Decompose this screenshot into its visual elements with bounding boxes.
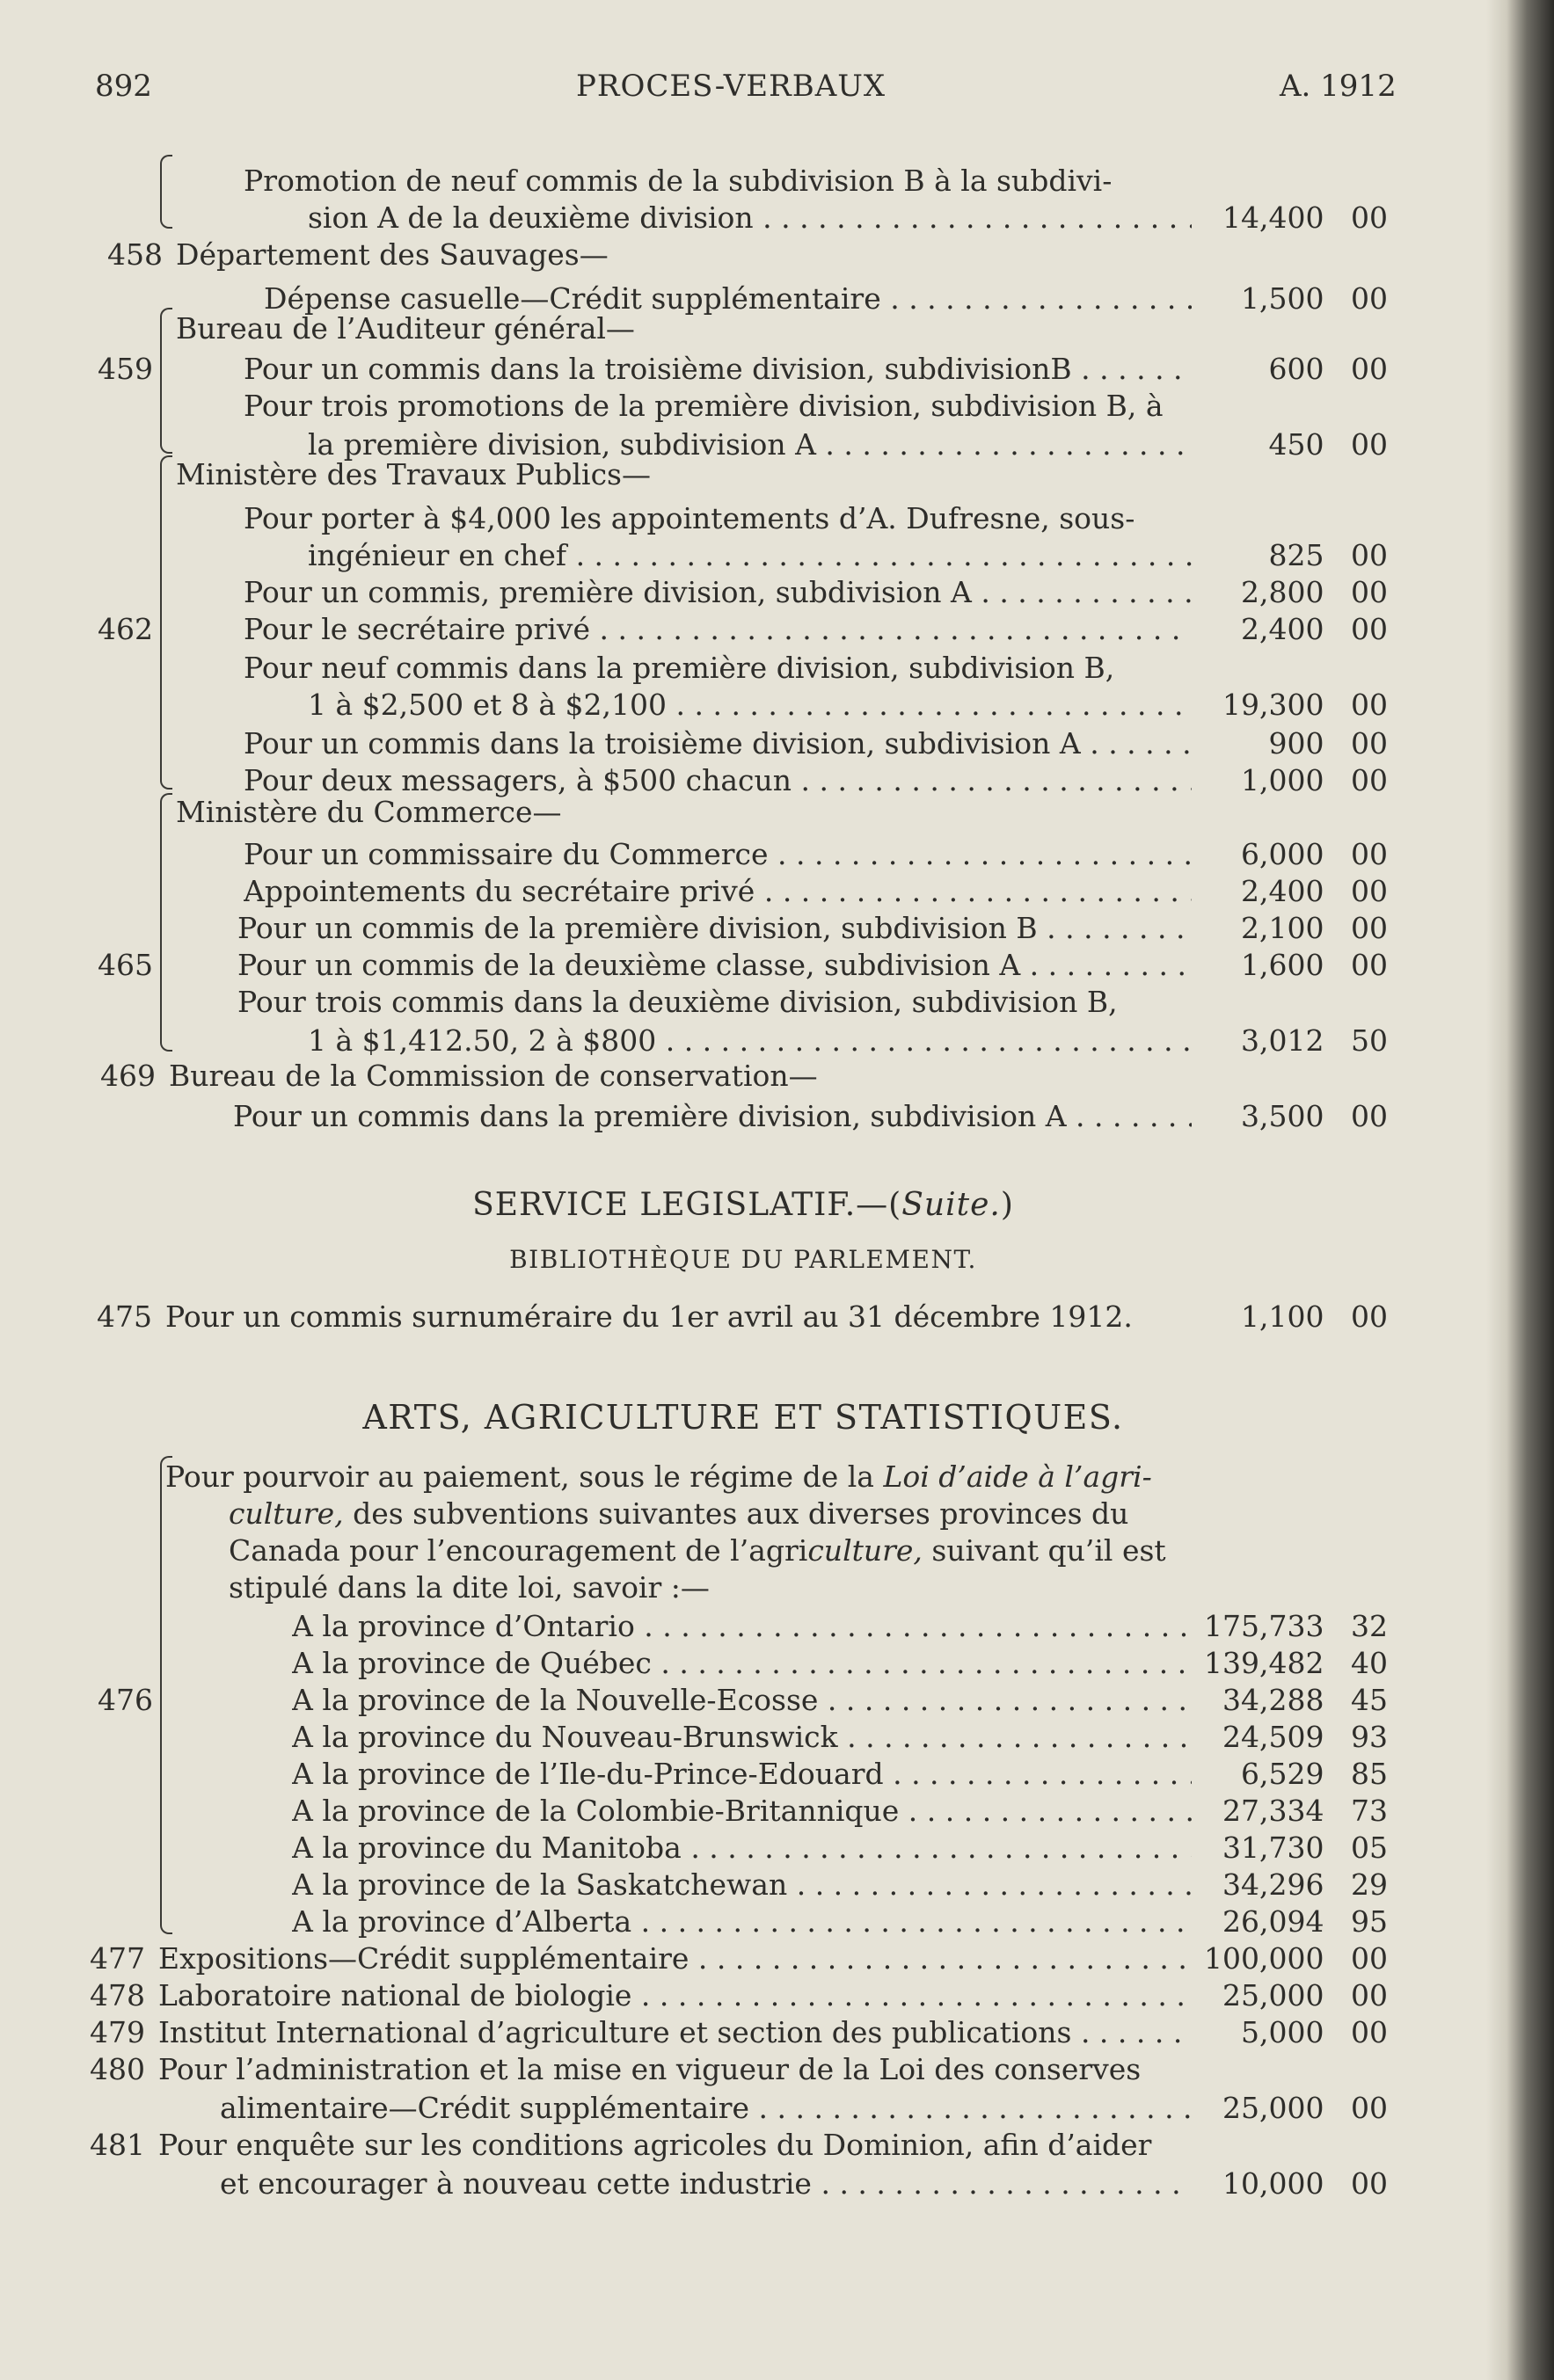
ledger-line: [0, 575, 1486, 610]
amount-cents: 00: [1351, 911, 1388, 945]
item-description: [292, 1867, 1192, 1902]
item-brace: [160, 308, 172, 454]
item-description: [176, 795, 1196, 829]
ledger-line: [0, 2015, 1486, 2050]
brace-item-number: 459: [98, 352, 153, 386]
item-amount: 1,100 00: [1241, 1299, 1388, 1334]
ledger-line: [0, 389, 1486, 424]
item-description: [244, 501, 1196, 535]
item-description: [158, 1978, 1192, 2012]
item-number: 478: [90, 1978, 145, 2012]
ledger-line: [0, 1059, 1486, 1094]
item-text: A la province de la Colombie-Britannique . . .: [292, 1794, 1192, 1828]
ledger-line: [0, 911, 1486, 946]
ledger-line: [0, 1570, 1486, 1605]
ledger-line: [0, 1867, 1486, 1903]
amount-cents: 00: [1351, 726, 1388, 761]
amount-cents: 00: [1351, 2166, 1388, 2201]
brace-item-number: 465: [98, 948, 153, 982]
item-description: [244, 651, 1196, 685]
item-number: 469: [100, 1059, 156, 1093]
item-description: [176, 311, 1196, 346]
item-text: ingénieur en chef . . .: [308, 538, 1192, 572]
item-amount: 175,733 32: [1204, 1609, 1388, 1643]
item-amount: 5,000 00: [1241, 2015, 1388, 2049]
page-number: 892: [95, 69, 152, 104]
item-brace: [160, 1456, 172, 1934]
item-description: [308, 538, 1192, 572]
item-description: [158, 2015, 1192, 2049]
ledger-line: [0, 1646, 1486, 1681]
item-text: Ministère du Commerce—: [176, 795, 562, 829]
amount-cents: 00: [1351, 538, 1388, 572]
section-heading: ARTS, AGRICULTURE ET STATISTIQUES.: [362, 1398, 1124, 1437]
item-description: [244, 389, 1196, 423]
item-description: [220, 2166, 1192, 2201]
amount-cents: 00: [1351, 763, 1388, 797]
item-text: 1 à $1,412.50, 2 à $800 . . .: [308, 1023, 1192, 1058]
item-amount: 10,000 00: [1222, 2166, 1388, 2201]
item-text: Bureau de l’Auditeur général—: [176, 311, 635, 346]
item-number: 481: [90, 2128, 145, 2162]
ledger-line: [0, 2052, 1486, 2087]
item-text: Pour neuf commis dans la première division, subdivision B,: [244, 651, 1115, 685]
item-description: [244, 874, 1192, 908]
item-text: Pour enquête sur les conditions agricoles du Dominion, afin d’aider: [158, 2128, 1152, 2162]
amount-cents: 00: [1351, 1099, 1388, 1133]
item-description: [292, 1757, 1192, 1791]
item-number: 475: [97, 1299, 152, 1334]
item-text: A la province d’Alberta . . .: [292, 1904, 1192, 1939]
item-text: stipulé dans la dite loi, savoir :—: [229, 1570, 710, 1605]
ledger-line: [0, 311, 1486, 346]
item-text: Pour un commis de la deuxième classe, subdivision A . . .: [237, 948, 1192, 982]
item-amount: 27,334 73: [1222, 1794, 1388, 1828]
ledger-line: [0, 1459, 1486, 1495]
item-text: A la province de Québec . . .: [292, 1646, 1192, 1680]
item-text: Ministère des Travaux Publics—: [176, 457, 651, 491]
item-text: Institut International d’agriculture et section des publications . . .: [158, 2015, 1192, 2049]
ledger-line: [0, 1099, 1486, 1134]
item-text: A la province de l’Ile-du-Prince-Edouard . . .: [292, 1757, 1192, 1791]
item-amount: 26,094 95: [1222, 1904, 1388, 1939]
ledger-line: [0, 2128, 1486, 2163]
ledger-line: [0, 352, 1486, 387]
item-text: Promotion de neuf commis de la subdivision B à la subdivi-: [244, 164, 1113, 198]
item-brace: [160, 455, 172, 790]
section-heading: SERVICE LEGISLATIF.—(Suite.): [472, 1187, 1014, 1223]
amount-cents: 00: [1351, 948, 1388, 982]
ledger-line: [0, 200, 1486, 236]
item-amount: 1,000 00: [1241, 763, 1388, 797]
amount-cents: 00: [1351, 575, 1388, 609]
item-text: Pour un commis, première division, subdivision A . . .: [244, 575, 1192, 609]
item-description: [292, 1720, 1192, 1754]
item-text: 1 à $2,500 et 8 à $2,100 . . .: [308, 688, 1192, 722]
item-description: [244, 726, 1192, 761]
item-amount: 25,000 00: [1222, 1978, 1388, 2012]
item-description: [158, 2052, 1196, 2086]
ledger-line: [0, 1023, 1486, 1059]
ledger-line: [0, 1299, 1486, 1335]
item-text: culture, des subventions suivantes aux diverses provinces du: [229, 1496, 1129, 1531]
item-amount: 450 00: [1268, 427, 1388, 462]
item-text: A la province du Nouveau-Brunswick . . .: [292, 1720, 1192, 1754]
item-description: [244, 352, 1192, 386]
item-text: A la province de la Saskatchewan . . .: [292, 1867, 1192, 1902]
item-amount: 19,300 00: [1222, 688, 1388, 722]
ledger-line: [0, 1533, 1486, 1568]
item-text: Pour un commis dans la première division, subdivision A . . .: [233, 1099, 1192, 1133]
ledger-line: [0, 2166, 1486, 2202]
item-description: [308, 688, 1192, 722]
item-number: 480: [90, 2052, 145, 2086]
brace-item-number: 476: [98, 1683, 153, 1717]
item-description: [158, 1941, 1192, 1976]
ledger-line: [0, 985, 1486, 1020]
page-title: PROCES-VERBAUX: [576, 69, 886, 104]
item-text: Pour un commissaire du Commerce . . .: [244, 837, 1192, 871]
item-text: A la province du Manitoba . . .: [292, 1830, 1192, 1865]
item-amount: 3,500 00: [1241, 1099, 1388, 1133]
amount-cents: 00: [1351, 2015, 1388, 2049]
amount-cents: 00: [1351, 874, 1388, 908]
item-description: [233, 1099, 1192, 1133]
item-text: Laboratoire national de biologie . . .: [158, 1978, 1192, 2012]
item-amount: 2,400 00: [1241, 874, 1388, 908]
item-description: [176, 457, 1196, 491]
ledger-line: [0, 651, 1486, 686]
amount-cents: 00: [1351, 281, 1388, 316]
item-description: [237, 911, 1192, 945]
ledger-line: [0, 237, 1486, 273]
item-description: [237, 948, 1192, 982]
item-number: 477: [90, 1941, 145, 1976]
amount-cents: 00: [1351, 688, 1388, 722]
item-description: [229, 1496, 1196, 1531]
item-text: Pour trois commis dans la deuxième division, subdivision B,: [237, 985, 1118, 1019]
amount-cents: 45: [1351, 1683, 1388, 1717]
item-amount: 825 00: [1268, 538, 1388, 572]
item-description: [229, 1570, 1196, 1605]
item-amount: 6,529 85: [1241, 1757, 1388, 1791]
amount-cents: 00: [1351, 612, 1388, 646]
ledger-line: [0, 1941, 1486, 1976]
item-description: [237, 985, 1196, 1019]
item-description: [220, 2091, 1192, 2125]
item-description: [244, 612, 1192, 646]
item-text: Pour pourvoir au paiement, sous le régime de la Loi d’aide à l’agri-: [165, 1459, 1152, 1494]
item-description: [244, 837, 1192, 871]
item-description: [244, 164, 1196, 198]
item-text: A la province d’Ontario . . .: [292, 1609, 1192, 1643]
section-heading: BIBLIOTHÈQUE DU PARLEMENT.: [509, 1245, 977, 1274]
amount-cents: 00: [1351, 1978, 1388, 2012]
item-brace: [160, 155, 172, 229]
item-text: Pour trois promotions de la première division, subdivision B, à: [244, 389, 1164, 423]
binding-gutter: [1486, 0, 1554, 2380]
ledger-line: [0, 1720, 1486, 1755]
item-description: [292, 1646, 1192, 1680]
ledger-line: [0, 948, 1486, 983]
item-text: et encourager à nouveau cette industrie . . .: [220, 2166, 1192, 2201]
item-amount: 2,800 00: [1241, 575, 1388, 609]
item-description: [292, 1794, 1192, 1828]
item-text: A la province de la Nouvelle-Ecosse . . .: [292, 1683, 1192, 1717]
ledger-line: [0, 1904, 1486, 1940]
item-text: Pour le secrétaire privé . . .: [244, 612, 1192, 646]
item-description: [165, 1299, 1196, 1334]
amount-cents: 93: [1351, 1720, 1388, 1754]
item-description: [308, 200, 1192, 235]
item-description: [176, 237, 1196, 272]
page-year: A. 1912: [1280, 69, 1397, 104]
amount-cents: 40: [1351, 1646, 1388, 1680]
ledger-line: [0, 726, 1486, 761]
brace-item-number: 462: [98, 612, 153, 646]
item-amount: 6,000 00: [1241, 837, 1388, 871]
ledger-line: [0, 1683, 1486, 1718]
item-amount: 139,482 40: [1204, 1646, 1388, 1680]
item-text: Département des Sauvages—: [176, 237, 609, 272]
item-amount: 3,012 50: [1241, 1023, 1388, 1058]
item-text: Appointements du secrétaire privé . . .: [244, 874, 1192, 908]
ledger-line: [0, 2091, 1486, 2126]
item-amount: 900 00: [1268, 726, 1388, 761]
ledger-line: [0, 1757, 1486, 1792]
amount-cents: 00: [1351, 1299, 1388, 1334]
ledger-line: [0, 501, 1486, 536]
item-text: Canada pour l’encouragement de l’agriculture, suivant qu’il est: [229, 1533, 1166, 1568]
item-amount: 25,000 00: [1222, 2091, 1388, 2125]
item-description: [158, 2128, 1196, 2162]
item-brace: [160, 793, 172, 1052]
item-amount: 1,500 00: [1241, 281, 1388, 316]
ledger-line: [0, 874, 1486, 909]
item-amount: 34,296 29: [1222, 1867, 1388, 1902]
item-description: [244, 763, 1192, 797]
item-text: alimentaire—Crédit supplémentaire . . .: [220, 2091, 1192, 2125]
ledger-line: [0, 795, 1486, 830]
item-description: [292, 1830, 1192, 1865]
ledger-line: [0, 612, 1486, 647]
item-text: Dépense casuelle—Crédit supplémentaire . . .: [264, 281, 1192, 316]
amount-cents: 29: [1351, 1867, 1388, 1902]
amount-cents: 00: [1351, 352, 1388, 386]
ledger-line: [0, 1978, 1486, 2013]
item-text: Pour un commis dans la troisième division, subdivision A . . .: [244, 726, 1192, 761]
amount-cents: 32: [1351, 1609, 1388, 1643]
item-text: Pour un commis de la première division, subdivision B . . .: [237, 911, 1192, 945]
amount-cents: 00: [1351, 837, 1388, 871]
item-text: Pour deux messagers, à $500 chacun . . .: [244, 763, 1192, 797]
item-text: Pour porter à $4,000 les appointements d’A. Dufresne, sous-: [244, 501, 1135, 535]
item-number: 479: [90, 2015, 145, 2049]
item-description: [292, 1904, 1192, 1939]
item-amount: 34,288 45: [1222, 1683, 1388, 1717]
item-number: 458: [107, 237, 163, 272]
item-text: sion A de la deuxième division . . .: [308, 200, 1192, 235]
item-text: Expositions—Crédit supplémentaire . . .: [158, 1941, 1192, 1976]
item-description: [308, 1023, 1192, 1058]
item-amount: 2,400 00: [1241, 612, 1388, 646]
item-amount: 31,730 05: [1222, 1830, 1388, 1865]
item-text: Bureau de la Commission de conservation—: [169, 1059, 818, 1093]
item-amount: 1,600 00: [1241, 948, 1388, 982]
item-amount: 24,509 93: [1222, 1720, 1388, 1754]
amount-cents: 00: [1351, 2091, 1388, 2125]
amount-cents: 50: [1351, 1023, 1388, 1058]
amount-cents: 00: [1351, 200, 1388, 235]
item-text: la première division, subdivision A . . .: [308, 427, 1192, 462]
item-description: [292, 1609, 1192, 1643]
ledger-line: [0, 837, 1486, 872]
ledger-line: [0, 457, 1486, 492]
item-text: Pour l’administration et la mise en vigueur de la Loi des conserves: [158, 2052, 1142, 2086]
ledger-line: [0, 164, 1486, 199]
item-description: [229, 1533, 1196, 1568]
ledger-line: [0, 763, 1486, 798]
item-description: [165, 1459, 1196, 1494]
ledger-line: [0, 1496, 1486, 1532]
item-text: Pour un commis dans la troisième division, subdivisionB . . .: [244, 352, 1192, 386]
ledger-line: [0, 1830, 1486, 1866]
amount-cents: 00: [1351, 1941, 1388, 1976]
ledger-line: [0, 1609, 1486, 1644]
amount-cents: 95: [1351, 1904, 1388, 1939]
item-description: [169, 1059, 1196, 1093]
item-text: Pour un commis surnuméraire du 1er avril au 31 décembre 1912.: [165, 1299, 1133, 1334]
item-amount: 600 00: [1268, 352, 1388, 386]
item-amount: 14,400 00: [1222, 200, 1388, 235]
amount-cents: 85: [1351, 1757, 1388, 1791]
item-amount: 2,100 00: [1241, 911, 1388, 945]
item-description: [292, 1683, 1192, 1717]
ledger-line: [0, 1794, 1486, 1829]
amount-cents: 73: [1351, 1794, 1388, 1828]
amount-cents: 05: [1351, 1830, 1388, 1865]
amount-cents: 00: [1351, 427, 1388, 462]
ledger-line: [0, 538, 1486, 573]
item-description: [244, 575, 1192, 609]
item-amount: 100,000 00: [1204, 1941, 1388, 1976]
ledger-line: [0, 688, 1486, 723]
